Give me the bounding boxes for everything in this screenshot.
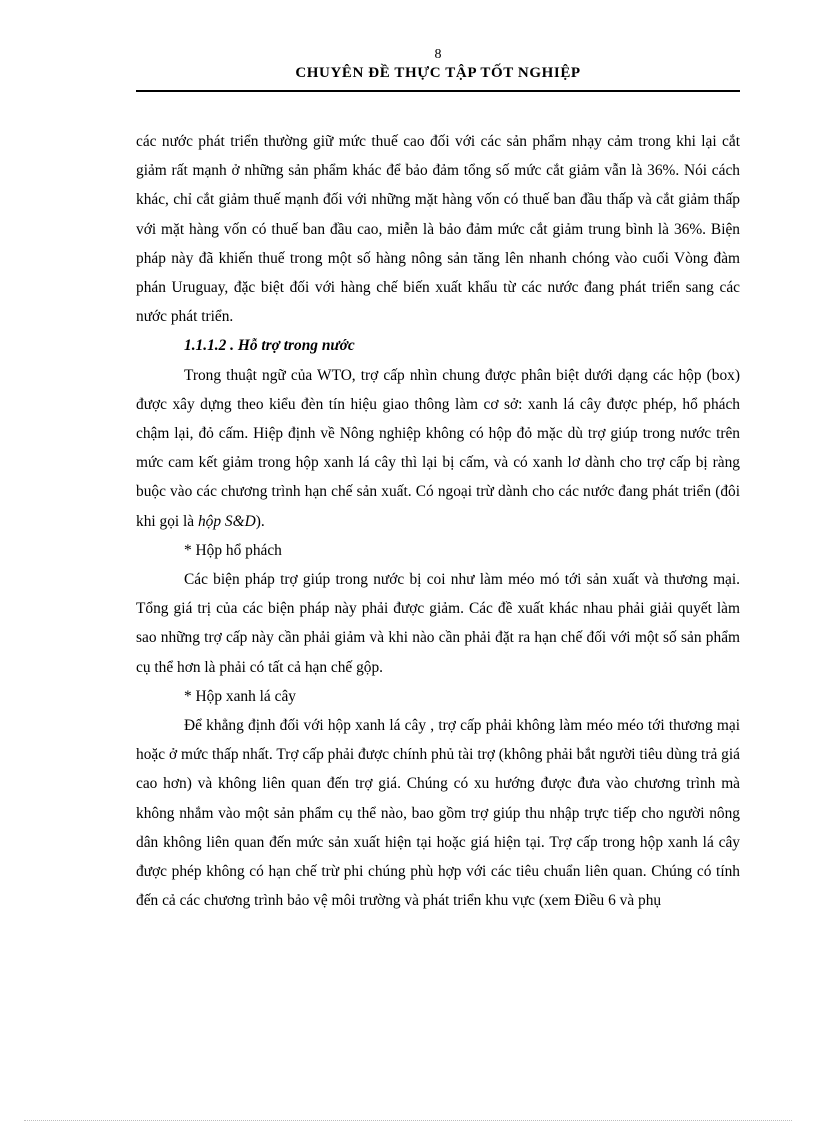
running-title: CHUYÊN ĐỀ THỰC TẬP TỐT NGHIỆP: [295, 65, 581, 81]
italic-term: hộp S&D: [197, 512, 256, 530]
page-bottom-divider: [24, 1120, 792, 1121]
paragraph-continuation: các nước phát triển thường giữ mức thuế cao đối với các sản phẩm nhạy cảm trong khi lại cắt giảm rất mạnh ở những sản phẩm khác để bảo đảm tổng số mức cắt giảm vẫn là 36%. Nói cách khác, chỉ cắt giảm thuế mạnh đối với những mặt hàng vốn có thuế ban đầu thấp và cắt giảm thấp với mặt hàng vốn có thuế ban đầu cao, miễn là bảo đảm mức cắt giảm trung bình là 36%. Biện pháp này đã khiến thuế trong một số hàng nông sản tăng lên nhanh chóng vào cuối Vòng đàm phán Uruguay, đặc biệt đối với hàng chế biến xuất khẩu từ các nước đang phát triển sang các nước phát triển.: [136, 133, 740, 326]
document-body: [136, 127, 740, 915]
paragraph-domestic-support: [136, 361, 740, 536]
paragraph-amber-box: Các biện pháp trợ giúp trong nước bị coi như làm méo mó tới sản xuất và thương mại. Tổng giá trị của các biện pháp này phải được giảm. Các đề xuất khác nhau phải giải quyết làm sao những trợ cấp này cần phải giảm và khi nào cần phải đặt ra hạn chế đối với một số sản phẩm cụ thể hơn là phải có tất cả hạn chế gộp.: [136, 571, 740, 676]
paragraph-text-end: ).: [255, 512, 265, 530]
header-divider: [136, 90, 740, 92]
section-heading: 1.1.1.2 . Hỗ trợ trong nước: [184, 337, 355, 355]
paragraph-text: Trong thuật ngữ của WTO, trợ cấp nhìn chung được phân biệt dưới dạng các hộp (box) được xây dựng theo kiểu đèn tín hiệu giao thông làm cơ sở: xanh lá cây được phép, hổ phách chậm lại, đỏ cấm. Hiệp định về Nông nghiệp không có hộp đỏ mặc dù trợ giúp trong nước trên mức cam kết giảm trong hộp xanh lá cây thì lại bị cấm, và có xanh lơ dành cho trợ cấp bị ràng buộc vào các chương trình hạn chế sản xuất. Có ngoại trừ dành cho các nước đang phát triển (đôi khi gọi là: [136, 366, 740, 530]
bullet-green-box: * Hộp xanh lá cây: [184, 687, 296, 705]
page-header: [136, 47, 740, 82]
page-number: 8: [434, 47, 442, 62]
paragraph-green-box: Để khẳng định đối với hộp xanh lá cây , trợ cấp phải không làm méo méo tới thương mại hoặc ở mức thấp nhất. Trợ cấp phải được chính phủ tài trợ (không phải bắt người tiêu dùng trả giá cao hơn) và không liên quan đến trợ giá. Chúng có xu hướng được đưa vào chương trình mà không nhắm vào một sản phẩm cụ thể nào, bao gồm trợ giúp thu nhập trực tiếp cho người nông dân không liên quan đến mức sản xuất hiện tại hoặc giá hiện tại. Trợ cấp trong hộp xanh lá cây được phép không có hạn chế trừ phi chúng phù hợp với các tiêu chuẩn liên quan. Chúng có tính đến cả các chương trình bảo vệ môi trường và phát triển khu vực (xem Điều 6 và phụ: [136, 717, 740, 910]
bullet-amber-box: * Hộp hổ phách: [184, 541, 282, 559]
